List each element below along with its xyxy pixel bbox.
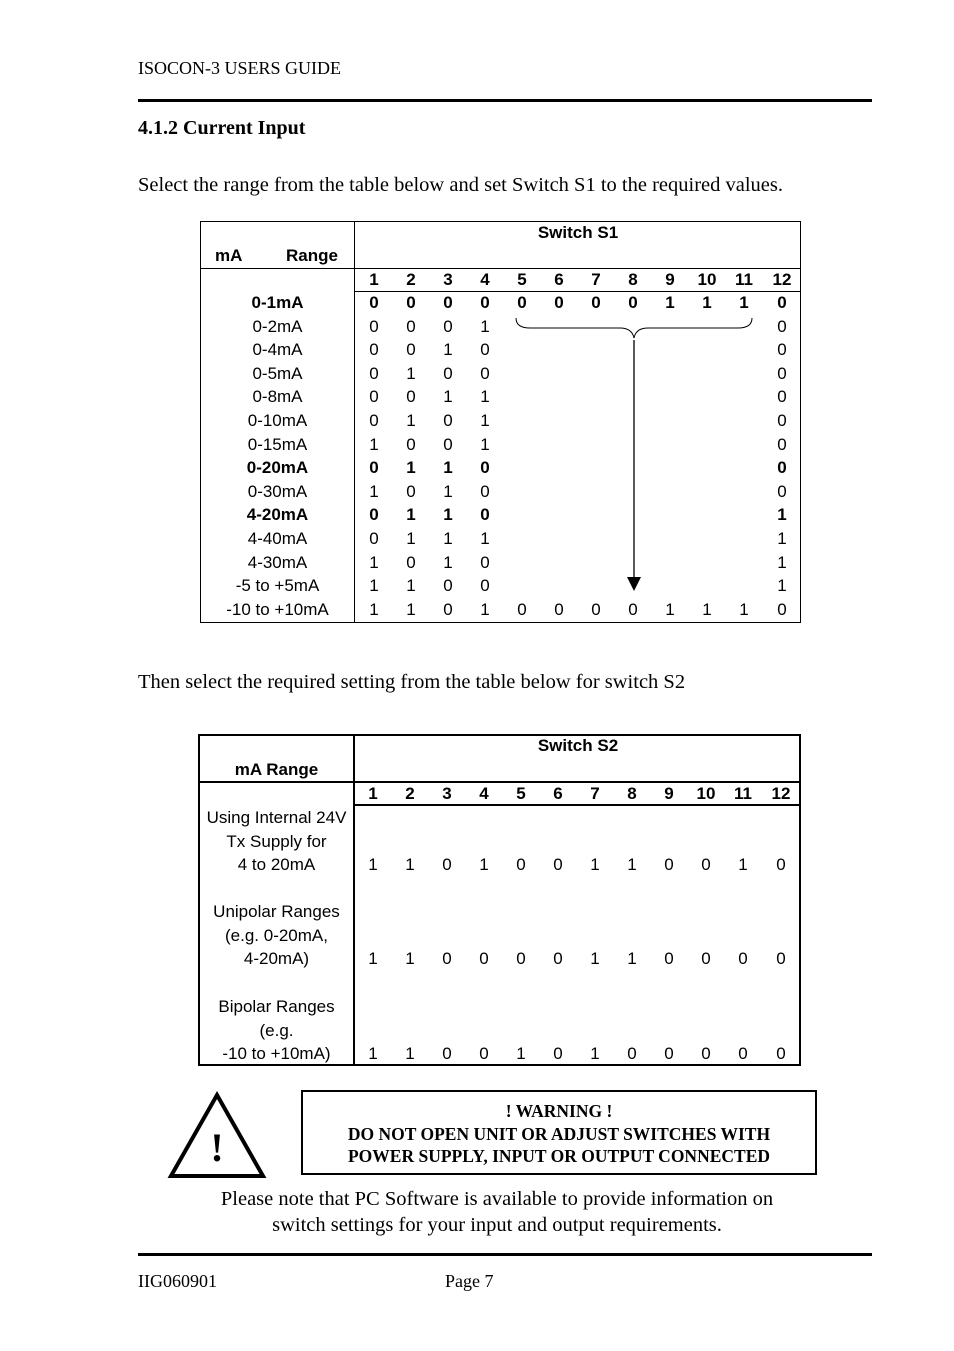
- switch-value: 0: [777, 600, 787, 619]
- switch-value: 0: [479, 1044, 489, 1063]
- switch-value: 0: [369, 411, 379, 430]
- switch-value: 0: [480, 505, 490, 524]
- switch-value: 1: [368, 855, 378, 874]
- switch-value: 0: [443, 600, 453, 619]
- switch-value: 1: [406, 576, 416, 595]
- switch-value: 0: [554, 293, 564, 312]
- switch-value: 0: [777, 435, 787, 454]
- range-label: 0-15mA: [247, 435, 308, 454]
- switch-value: 1: [480, 529, 490, 548]
- switch-number: 12: [771, 784, 791, 803]
- switch-value: 0: [664, 949, 674, 968]
- switch-value: 0: [406, 340, 416, 359]
- range-label: 4-30mA: [247, 553, 308, 572]
- switch-value: 0: [406, 317, 416, 336]
- switch-value: 0: [738, 949, 748, 968]
- warning-exclamation: !: [210, 1125, 224, 1170]
- switch-value: 0: [369, 364, 379, 383]
- switch-value: 0: [443, 317, 453, 336]
- switch-value: 1: [368, 1044, 378, 1063]
- switch-number: 6: [554, 270, 564, 289]
- switch-value: 0: [591, 600, 601, 619]
- intro-s1-text: Select the range from the table below and set Switch S1 to the required values.: [138, 174, 783, 196]
- switch-value: 1: [665, 293, 675, 312]
- switch-value: 0: [369, 340, 379, 359]
- range-description-line: Bipolar Ranges: [218, 997, 335, 1016]
- switch-number: 10: [696, 784, 716, 803]
- switch-value: 0: [777, 317, 787, 336]
- switch-value: 1: [443, 458, 453, 477]
- switch-value: 0: [406, 482, 416, 501]
- range-description-line: Tx Supply for: [226, 831, 327, 851]
- switch-value: 1: [590, 1044, 600, 1063]
- switch-value: 0: [443, 293, 453, 312]
- s1-col-range: Range: [286, 246, 338, 265]
- switch-value: 1: [702, 293, 712, 312]
- switch-number: 5: [516, 784, 526, 803]
- switch-value: 1: [590, 855, 600, 874]
- switch-value: 1: [777, 553, 787, 572]
- range-label: 0-5mA: [252, 364, 303, 383]
- range-description-line: Using Internal 24V: [206, 808, 347, 827]
- switch-value: 1: [443, 529, 453, 548]
- switch-value: 1: [516, 1044, 526, 1063]
- switch-value: 0: [369, 505, 379, 524]
- switch-value: 0: [369, 387, 379, 406]
- switch-value: 1: [480, 387, 490, 406]
- range-description-line: (e.g. 0-20mA,: [225, 925, 328, 945]
- switch-number: 8: [627, 784, 637, 803]
- footer-page-number: Page 7: [445, 1271, 494, 1291]
- intro-s2-text: Then select the required setting from the table below for switch S2: [138, 671, 686, 693]
- switch-value: 0: [777, 458, 787, 477]
- switch-value: 0: [406, 387, 416, 406]
- switch-value: 0: [369, 293, 379, 312]
- switch-value: 0: [480, 458, 490, 477]
- switch-value: 0: [517, 600, 527, 619]
- range-description-line: (e.g.: [259, 1020, 294, 1040]
- range-label: 0-8mA: [252, 387, 303, 406]
- switch-value: 1: [777, 529, 787, 548]
- s1-title: Switch S1: [537, 223, 619, 242]
- switch-value: 1: [443, 340, 453, 359]
- switch-value: 0: [664, 855, 674, 874]
- switch-value: 1: [443, 505, 453, 524]
- range-label: -10 to +10mA: [226, 600, 329, 619]
- footer-doc-id: IIG060901: [138, 1271, 217, 1291]
- switch-value: 1: [665, 600, 675, 619]
- switch-value: 0: [480, 293, 490, 312]
- switch-value: 1: [406, 411, 416, 430]
- s2-col-range: mA Range: [234, 760, 319, 779]
- range-label: 4-40mA: [247, 529, 308, 548]
- switch-value: 1: [369, 435, 379, 454]
- switch-value: 0: [777, 411, 787, 430]
- switch-value: 0: [443, 411, 453, 430]
- switch-value: 1: [406, 529, 416, 548]
- switch-number: 7: [591, 270, 601, 289]
- switch-value: 1: [406, 458, 416, 477]
- switch-value: 0: [517, 293, 527, 312]
- switch-number: 2: [405, 784, 415, 803]
- switch-value: 0: [406, 293, 416, 312]
- switch-value: 1: [405, 949, 415, 968]
- switch-value: 1: [405, 1044, 415, 1063]
- switch-value: 0: [777, 340, 787, 359]
- switch-value: 0: [777, 482, 787, 501]
- warning-title: ! WARNING !: [505, 1101, 613, 1121]
- switch-value: 0: [553, 1044, 563, 1063]
- switch-number: 9: [664, 784, 674, 803]
- switch-value: 0: [406, 553, 416, 572]
- switch-value: 0: [701, 949, 711, 968]
- switch-value: 1: [406, 505, 416, 524]
- switch-value: 0: [516, 949, 526, 968]
- switch-value: 0: [738, 1044, 748, 1063]
- switch-number: 2: [406, 270, 416, 289]
- switch-value: 0: [443, 435, 453, 454]
- switch-value: 0: [591, 293, 601, 312]
- switch-value: 1: [443, 553, 453, 572]
- switch-value: 1: [443, 387, 453, 406]
- switch-value: 0: [406, 435, 416, 454]
- switch-value: 0: [369, 458, 379, 477]
- switch-value: 1: [369, 576, 379, 595]
- switch-value: 0: [443, 364, 453, 383]
- switch-value: 0: [516, 855, 526, 874]
- switch-value: 0: [480, 482, 490, 501]
- switch-value: 0: [776, 1044, 786, 1063]
- software-note: [138, 1186, 856, 1238]
- note-line-2: switch settings for your input and output requirements.: [272, 1214, 722, 1236]
- running-header: ISOCON-3 USERS GUIDE: [138, 58, 342, 78]
- switch-value: 1: [368, 949, 378, 968]
- switch-number: 8: [628, 270, 638, 289]
- switch-value: 0: [480, 364, 490, 383]
- range-label: 0-2mA: [252, 317, 303, 336]
- switch-value: 0: [664, 1044, 674, 1063]
- switch-number: 4: [480, 270, 490, 289]
- footer-rule: [138, 1253, 872, 1256]
- switch-value: 0: [442, 949, 452, 968]
- switch-value: 0: [628, 600, 638, 619]
- switch-value: 0: [627, 1044, 637, 1063]
- switch-value: 0: [701, 1044, 711, 1063]
- s1-col-ma: mA: [215, 246, 243, 265]
- switch-number: 1: [368, 784, 378, 803]
- warning-triangle-icon: [167, 1090, 267, 1180]
- switch-value: 0: [776, 855, 786, 874]
- range-label: 0-20mA: [246, 458, 309, 477]
- range-description-line: Unipolar Ranges: [213, 902, 340, 921]
- switch-value: 1: [739, 293, 749, 312]
- switch-value: 1: [627, 949, 637, 968]
- switch-number: 1: [369, 270, 379, 289]
- warning-line-1: DO NOT OPEN UNIT OR ADJUST SWITCHES WITH: [347, 1123, 771, 1144]
- switch-value: 0: [553, 949, 563, 968]
- switch-number: 9: [665, 270, 675, 289]
- range-label: 0-1mA: [251, 293, 304, 312]
- switch-value: 1: [480, 411, 490, 430]
- switch-value: 1: [590, 949, 600, 968]
- switch-value: 1: [406, 364, 416, 383]
- switch-value: 0: [777, 364, 787, 383]
- switch-value: 0: [480, 576, 490, 595]
- switch-number: 3: [442, 784, 452, 803]
- switch-number: 12: [772, 270, 792, 289]
- switch-value: 0: [442, 1044, 452, 1063]
- switch-value: 0: [628, 293, 638, 312]
- switch-value: 1: [480, 600, 490, 619]
- switch-value: 1: [369, 553, 379, 572]
- switch-value: 0: [479, 949, 489, 968]
- switch-value: 1: [369, 600, 379, 619]
- switch-value: 0: [701, 855, 711, 874]
- switch-number: 6: [553, 784, 563, 803]
- range-label: 0-4mA: [252, 340, 303, 359]
- switch-number: 5: [517, 270, 527, 289]
- warning-line-2: POWER SUPPLY, INPUT OR OUTPUT CONNECTED: [347, 1146, 771, 1166]
- switch-value: 0: [776, 949, 786, 968]
- switch-value: 0: [369, 317, 379, 336]
- warning-box: [301, 1090, 817, 1175]
- switch-number: 4: [479, 784, 489, 803]
- switch-value: 1: [479, 855, 489, 874]
- range-description-line: -10 to +10mA): [222, 1044, 331, 1063]
- switch-value: 1: [739, 600, 749, 619]
- switch-value: 0: [369, 529, 379, 548]
- switch-value: 0: [480, 553, 490, 572]
- note-line-1: Please note that PC Software is available to provide information on: [220, 1188, 774, 1210]
- switch-value: 1: [702, 600, 712, 619]
- range-description-line: 4-20mA): [243, 949, 310, 968]
- s2-title: Switch S2: [537, 736, 619, 755]
- switch-value: 0: [777, 293, 787, 312]
- switch-value: 1: [405, 855, 415, 874]
- switch-number: 11: [734, 784, 752, 803]
- switch-value: 1: [406, 600, 416, 619]
- switch-number: 7: [590, 784, 600, 803]
- switch-value: 1: [369, 482, 379, 501]
- switch-number: 11: [735, 270, 753, 289]
- switch-value: 1: [777, 576, 787, 595]
- switch-value: 1: [777, 505, 787, 524]
- switch-value: 0: [480, 340, 490, 359]
- switch-number: 10: [697, 270, 717, 289]
- switch-value: 1: [627, 855, 637, 874]
- section-heading: 4.1.2 Current Input: [138, 117, 306, 139]
- switch-value: 0: [443, 576, 453, 595]
- switch-value: 0: [554, 600, 564, 619]
- switch-value: 1: [480, 435, 490, 454]
- range-label: 0-10mA: [247, 411, 308, 430]
- switch-value: 0: [442, 855, 452, 874]
- switch-value: 1: [738, 855, 748, 874]
- range-label: 4-20mA: [246, 505, 309, 524]
- range-label: 0-30mA: [247, 482, 308, 501]
- switch-value: 0: [777, 387, 787, 406]
- switch-value: 1: [480, 317, 490, 336]
- range-description-line: 4 to 20mA: [237, 855, 316, 874]
- range-label: -5 to +5mA: [235, 576, 320, 595]
- switch-value: 1: [443, 482, 453, 501]
- switch-value: 0: [553, 855, 563, 874]
- switch-number: 3: [443, 270, 453, 289]
